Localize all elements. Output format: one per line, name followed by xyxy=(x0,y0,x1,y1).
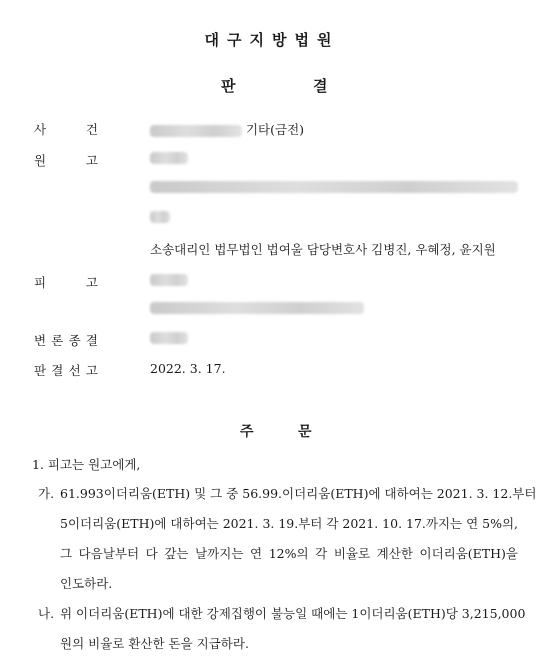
argument-close-label: 변 론 종 결 xyxy=(34,333,98,348)
order-title-char-2: 문 xyxy=(298,424,312,440)
redacted-plaintiff-address-cont xyxy=(150,211,170,223)
case-label: 사 건 xyxy=(34,122,98,137)
judgment-date-value: 2022. 3. 17. xyxy=(150,361,226,376)
redacted-argument-close-date xyxy=(150,332,188,344)
order-sub-b-marker: 나. xyxy=(38,606,55,621)
order-sub-a-line-4: 인도하라. xyxy=(60,576,113,591)
case-name: 기타(금전) xyxy=(245,122,305,137)
order-item-1: 1. 피고는 원고에게, xyxy=(32,457,141,472)
case-value xyxy=(150,120,304,138)
redacted-defendant-address xyxy=(150,302,364,314)
order-title-char-1: 주 xyxy=(240,424,254,440)
redacted-plaintiff-name xyxy=(150,152,188,164)
order-sub-b-line-1: 위 이더리움(ETH)에 대한 강제집행이 불능일 때에는 1이더리움(ETH)당 3,215,000 xyxy=(60,606,526,621)
order-sub-a-marker: 가. xyxy=(38,486,55,501)
order-sub-b-line-2: 원의 비율로 환산한 돈을 지급하라. xyxy=(60,636,249,651)
redacted-defendant-name xyxy=(150,274,188,286)
defendant-label: 피 고 xyxy=(34,275,98,290)
document-title-char-2: 결 xyxy=(313,77,328,95)
plaintiff-label: 원 고 xyxy=(34,153,98,168)
court-name: 대구지방법원 xyxy=(204,31,340,49)
order-sub-a-line-1: 61.993이더리움(ETH) 및 그 중 56.99.이더리움(ETH)에 대하여는 2021. 3. 12.부터 xyxy=(60,486,537,501)
redacted-case-number xyxy=(150,125,242,137)
document-title-char-1: 판 xyxy=(221,77,236,95)
judgment-date-label: 판 결 선 고 xyxy=(34,363,98,378)
plaintiff-counsel: 소송대리인 법무법인 법여울 담당변호사 김병진, 우혜정, 윤지원 xyxy=(150,242,496,257)
order-sub-a-line-2: 5이더리움(ETH)에 대하여는 2021. 3. 19.부터 각 2021. 10. 17.까지는 연 5%의, xyxy=(60,516,519,531)
order-sub-a-line-3: 그 다음날부터 다 갚는 날까지는 연 12%의 각 비율로 계산한 이더리움(ETH)을 xyxy=(60,546,518,561)
redacted-plaintiff-address xyxy=(150,181,518,193)
